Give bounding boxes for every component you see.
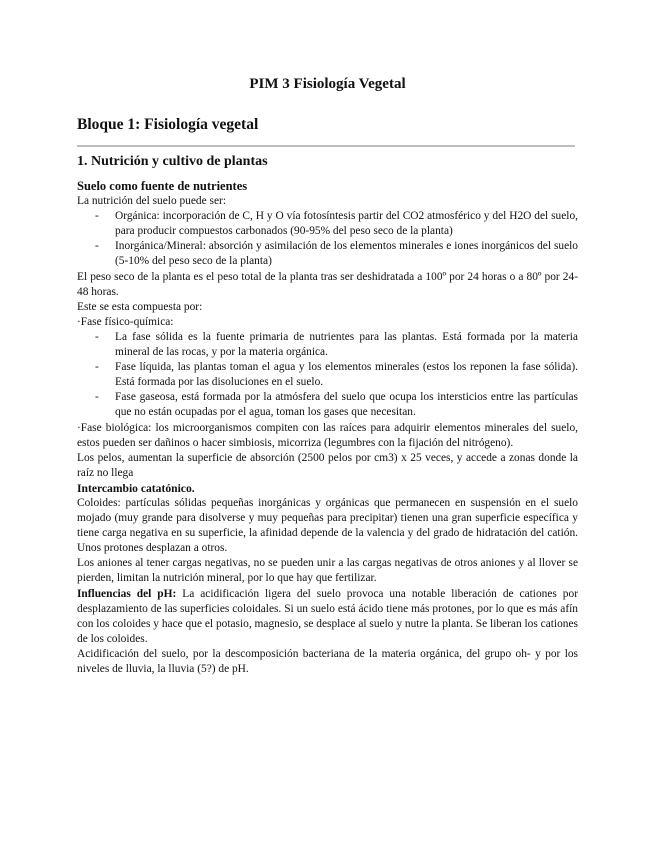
- nutrition-list: [77, 209, 578, 269]
- ph-paragraph: Influencias del pH: La acidificación ligera del suelo provoca una notable liberación de cationes por desplazamiento de las superficies coloidales. Si un suelo está ácido tiene más protones, por lo que es más afín con los coloides y hace que el potasio, magnesio, se desplace al suelo y nutre la planta. Se liberan los cationes de los coloides.: [77, 587, 578, 645]
- root-hairs-paragraph: Los pelos, aumentan la superficie de absorción (2500 pelos por cm3) x 25 veces, y accede a zonas donde la raíz no llega: [77, 451, 578, 479]
- phase-biological: ·Fase biológica: los microorganismos compiten con las raíces para adquirir elementos minerales del suelo, estos pueden ser dañinos o hacer simbiosis, micorriza (legumbres con la fijación del nitrógeno).: [77, 421, 578, 449]
- block-heading: Bloque 1: Fisiología vegetal: [77, 116, 259, 133]
- phases-list: [77, 330, 578, 421]
- list-item: - La fase sólida es la fuente primaria de nutrientes para las plantas. Está formada por la materia mineral de las rocas, y por la materia orgánica.: [95, 330, 578, 359]
- anions-paragraph: Los aniones al tener cargas negativas, no se pueden unir a las cargas negativas de otros aniones y al llover se pierden, limitan la nutrición mineral, por lo que hay que fertilizar.: [77, 557, 578, 585]
- phase-physicochemical: ·Fase físico-química:: [77, 315, 174, 328]
- colloids-paragraph: Coloides: partículas sólidas pequeñas inorgánicas y orgánicas que permanecen en suspensión en el suelo mojado (muy grande para disolverse y muy pequeñas para precipitar) tienen una gran superficie específica y tiene carga negativa en su superficie, la afinidad depende de la valencia y del grado de hidratación del catión. Unos protones desplazan a otros.: [77, 496, 578, 555]
- soil-intro: La nutrición del suelo puede ser:: [77, 195, 226, 208]
- dash-bullet: -: [95, 210, 99, 223]
- dash-bullet: -: [95, 361, 99, 374]
- heading-divider: [77, 145, 575, 147]
- subsection-heading-exchange: Intercambio catatónico.: [77, 481, 195, 495]
- list-item: - Inorgánica/Mineral: absorción y asimilación de los elementos minerales e iones inorgánicos del suelo (5-10% del peso seco de la planta): [95, 240, 578, 268]
- acidification-paragraph: Acidificación del suelo, por la descomposición bacteriana de la materia orgánica, del grupo oh- y por los niveles de lluvia, la lluvia (5?) de pH.: [77, 647, 578, 675]
- dry-weight-paragraph: El peso seco de la planta es el peso total de la planta tras ser deshidratada a 100º por 24 horas o a 80º por 24-48 horas.: [77, 270, 578, 298]
- list-item: - Orgánica: incorporación de C, H y O vía fotosíntesis partir del CO2 atmosférico y del H2O del suelo, para producir compuestos carbonados (90-95% del peso seco de la planta): [95, 210, 578, 238]
- subsection-heading-soil: Suelo como fuente de nutrientes: [77, 179, 248, 193]
- section-heading: 1. Nutrición y cultivo de plantas: [77, 154, 268, 169]
- dash-bullet: -: [95, 330, 99, 343]
- dash-bullet: -: [95, 240, 99, 253]
- ph-heading: Influencias del pH:: [77, 587, 177, 600]
- list-item: - Fase líquida, las plantas toman el agua y los elementos minerales (estos los reponen la fase sólida). Está formada por las disoluciones en el suelo.: [95, 361, 578, 389]
- document-body: [77, 179, 578, 677]
- list-item: - Fase gaseosa, está formada por la atmósfera del suelo que ocupa los intersticios entre las partículas que no están ocupadas por el agua, toman los gases que necesitan.: [95, 391, 578, 419]
- dash-bullet: -: [95, 391, 99, 404]
- document-title: PIM 3 Fisiología Vegetal: [249, 76, 406, 92]
- composition-intro: Este se esta compuesta por:: [77, 300, 203, 313]
